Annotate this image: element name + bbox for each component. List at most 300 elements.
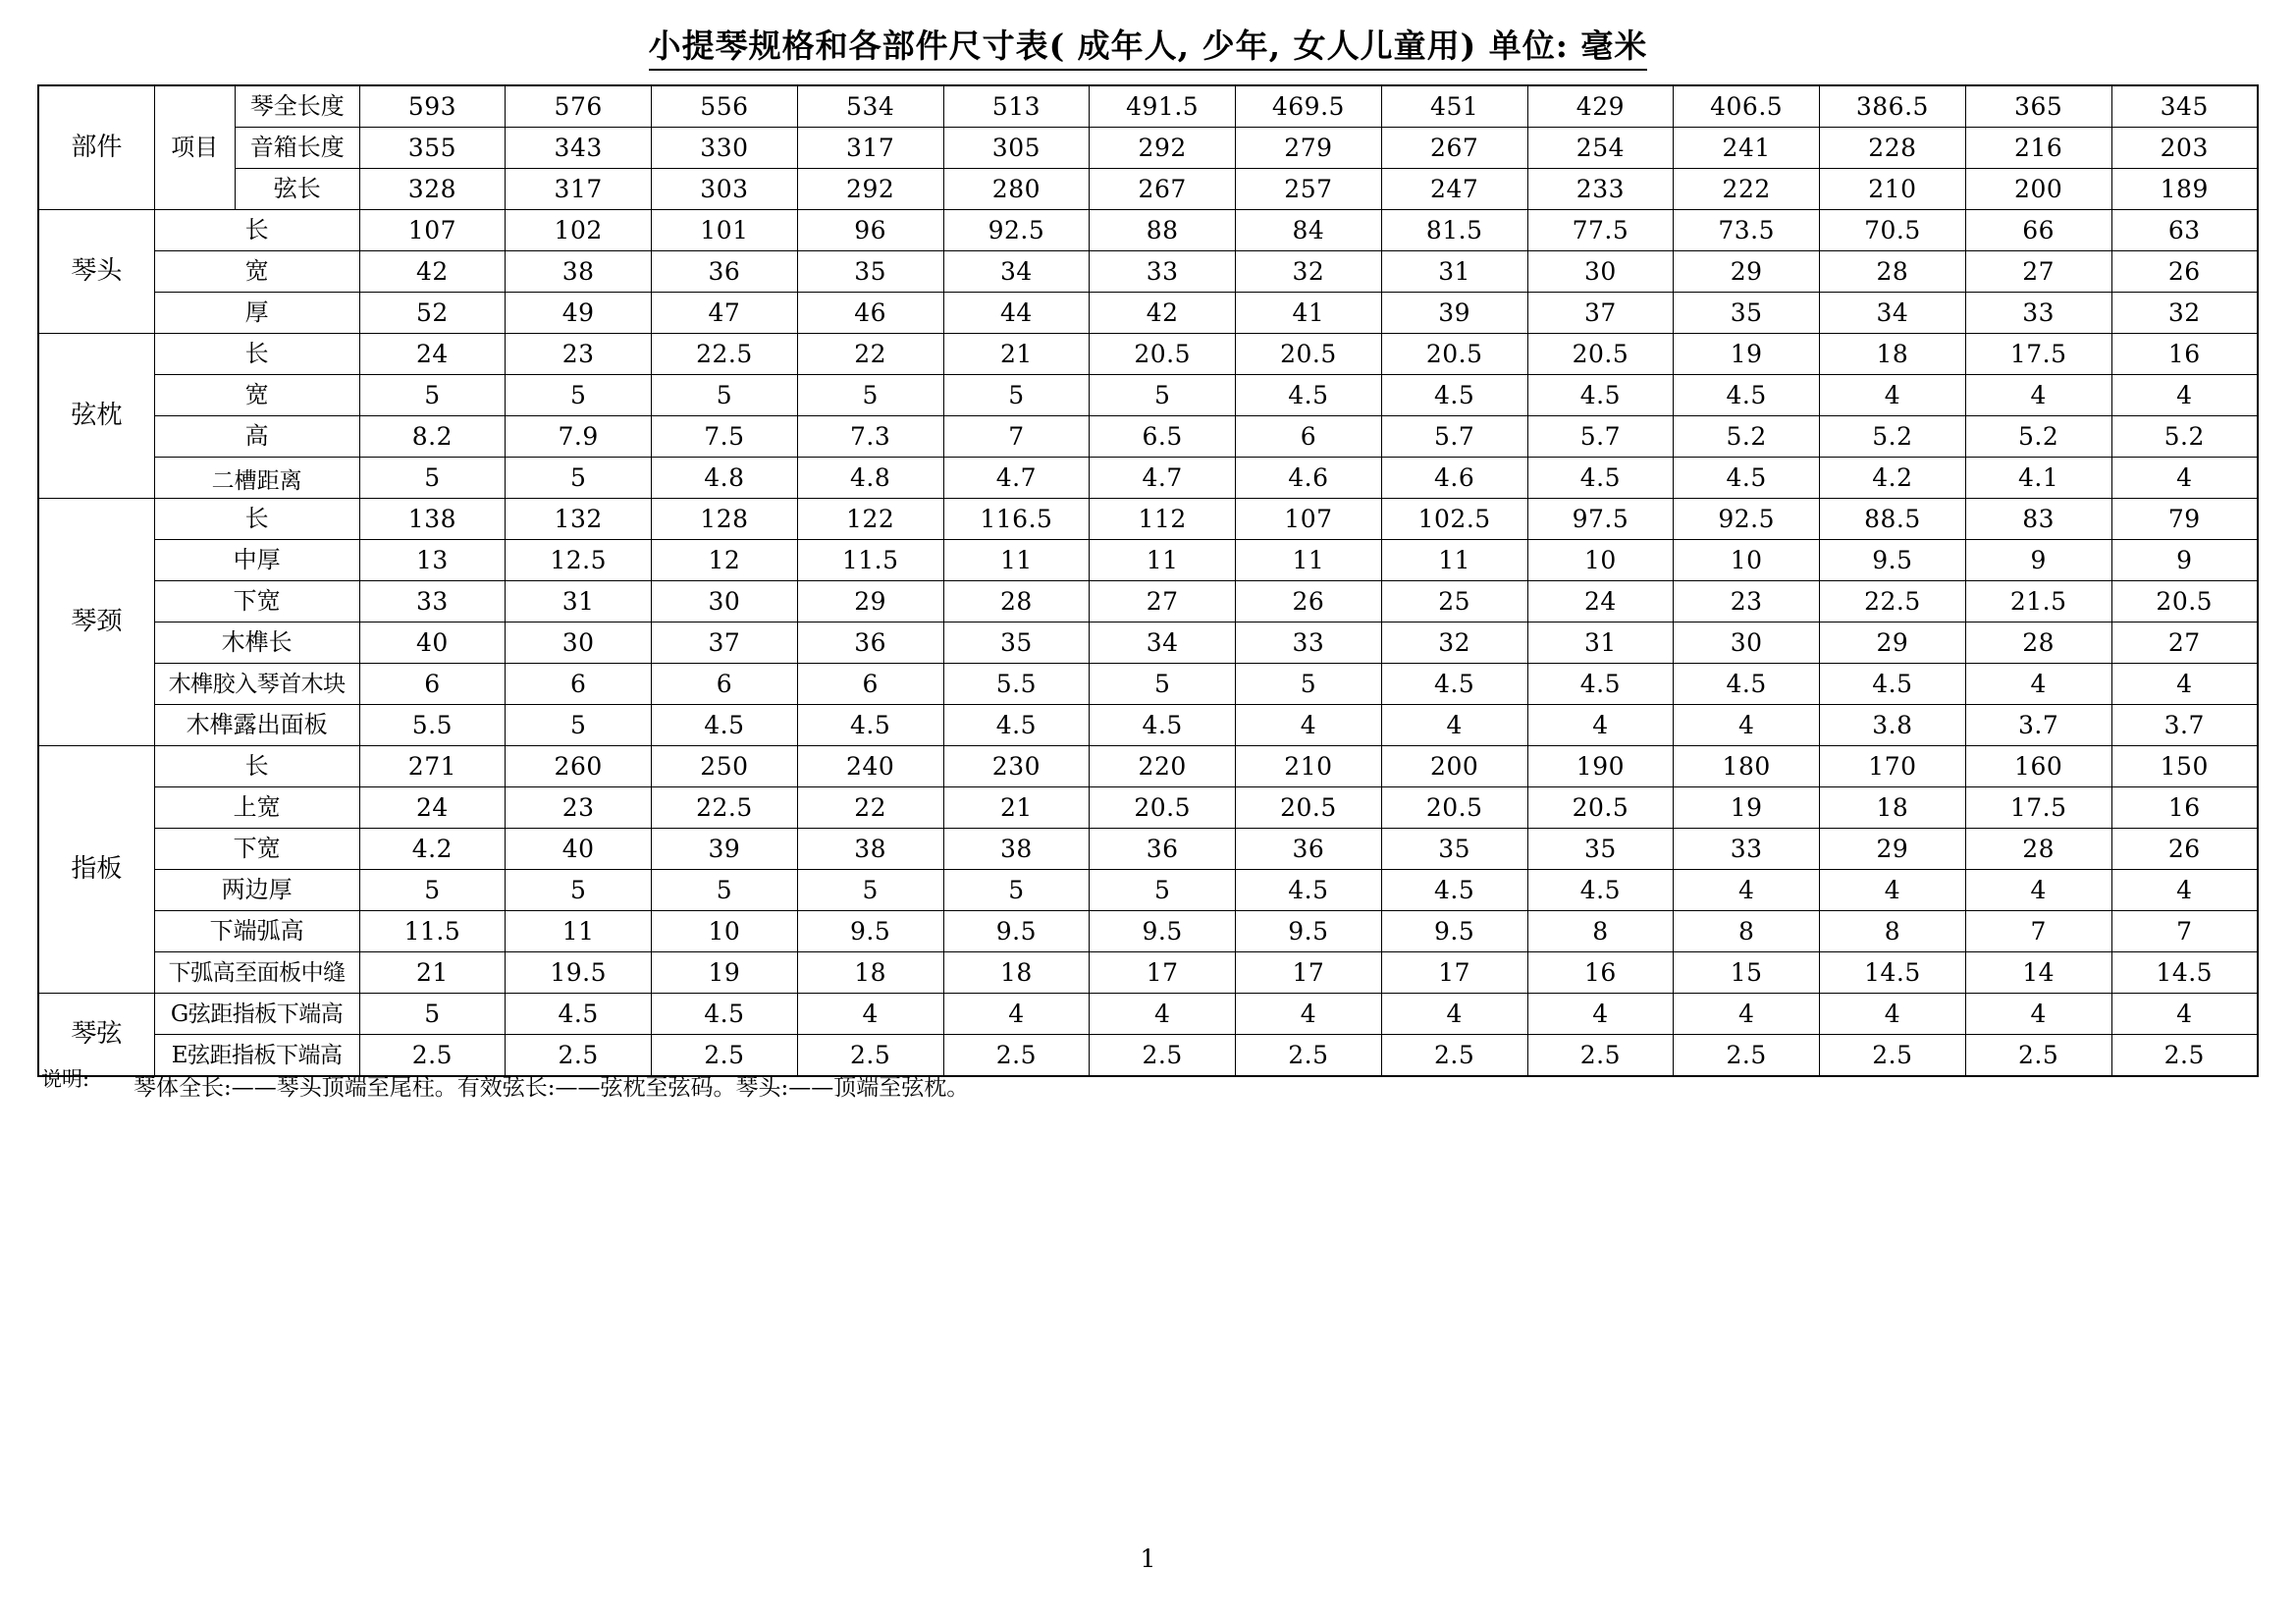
table-row — [38, 416, 2258, 458]
value-cell: 4.7 — [943, 458, 1090, 499]
value-cell: 39 — [652, 829, 798, 870]
value-cell: 9.5 — [797, 911, 943, 952]
value-cell: 4.5 — [1527, 664, 1674, 705]
value-cell: 107 — [1236, 499, 1382, 540]
row-label: 木榫胶入琴首木块 — [154, 664, 359, 705]
value-cell: 31 — [1527, 623, 1674, 664]
value-cell: 40 — [359, 623, 506, 664]
value-cell: 160 — [1965, 746, 2111, 787]
value-cell: 303 — [652, 169, 798, 210]
value-cell: 21 — [359, 952, 506, 994]
value-cell: 267 — [1090, 169, 1236, 210]
row-label: 上宽 — [154, 787, 359, 829]
value-cell: 4 — [1820, 994, 1966, 1035]
value-cell: 27 — [2111, 623, 2258, 664]
violin-spec-table — [37, 84, 2259, 1077]
value-cell: 116.5 — [943, 499, 1090, 540]
value-cell: 355 — [359, 128, 506, 169]
table-row — [38, 911, 2258, 952]
value-cell: 190 — [1527, 746, 1674, 787]
value-cell: 317 — [797, 128, 943, 169]
value-cell: 30 — [1674, 623, 1820, 664]
value-cell: 77.5 — [1527, 210, 1674, 251]
row-label: 二槽距离 — [154, 458, 359, 499]
value-cell: 4.5 — [1090, 705, 1236, 746]
row-label: 木榫长 — [154, 623, 359, 664]
value-cell: 5 — [359, 458, 506, 499]
value-cell: 189 — [2111, 169, 2258, 210]
value-cell: 6 — [1236, 416, 1382, 458]
value-cell: 19.5 — [506, 952, 652, 994]
value-cell: 216 — [1965, 128, 2111, 169]
value-cell: 170 — [1820, 746, 1966, 787]
table-row — [38, 293, 2258, 334]
value-cell: 26 — [2111, 251, 2258, 293]
part-label: 琴弦 — [38, 994, 154, 1077]
value-cell: 22 — [797, 334, 943, 375]
value-cell: 2.5 — [506, 1035, 652, 1077]
value-cell: 31 — [1381, 251, 1527, 293]
value-cell: 8 — [1674, 911, 1820, 952]
value-cell: 4.5 — [943, 705, 1090, 746]
value-cell: 6.5 — [1090, 416, 1236, 458]
value-cell: 4.5 — [1381, 375, 1527, 416]
value-cell: 37 — [652, 623, 798, 664]
value-cell: 84 — [1236, 210, 1382, 251]
value-cell: 451 — [1381, 85, 1527, 128]
value-cell: 257 — [1236, 169, 1382, 210]
value-cell: 3.7 — [2111, 705, 2258, 746]
value-cell: 42 — [359, 251, 506, 293]
value-cell: 10 — [1527, 540, 1674, 581]
value-cell: 7 — [1965, 911, 2111, 952]
value-cell: 228 — [1820, 128, 1966, 169]
value-cell: 35 — [797, 251, 943, 293]
value-cell: 4 — [1381, 705, 1527, 746]
value-cell: 8.2 — [359, 416, 506, 458]
value-cell: 97.5 — [1527, 499, 1674, 540]
value-cell: 2.5 — [2111, 1035, 2258, 1077]
value-cell: 18 — [1820, 334, 1966, 375]
part-label: 琴颈 — [38, 499, 154, 746]
value-cell: 491.5 — [1090, 85, 1236, 128]
table-row — [38, 581, 2258, 623]
item-label: 项目 — [154, 85, 235, 210]
value-cell: 5 — [506, 705, 652, 746]
value-cell: 14.5 — [1820, 952, 1966, 994]
value-cell: 20.5 — [1236, 787, 1382, 829]
value-cell: 29 — [1820, 829, 1966, 870]
table-row — [38, 746, 2258, 787]
value-cell: 9.5 — [943, 911, 1090, 952]
value-cell: 254 — [1527, 128, 1674, 169]
footnote — [37, 1069, 2259, 1113]
value-cell: 7 — [943, 416, 1090, 458]
value-cell: 5 — [943, 375, 1090, 416]
value-cell: 18 — [943, 952, 1090, 994]
value-cell: 4 — [2111, 994, 2258, 1035]
value-cell: 406.5 — [1674, 85, 1820, 128]
value-cell: 11.5 — [797, 540, 943, 581]
value-cell: 5.2 — [2111, 416, 2258, 458]
value-cell: 5.5 — [359, 705, 506, 746]
value-cell: 17.5 — [1965, 787, 2111, 829]
value-cell: 222 — [1674, 169, 1820, 210]
value-cell: 20.5 — [1381, 787, 1527, 829]
value-cell: 4.5 — [652, 994, 798, 1035]
value-cell: 210 — [1820, 169, 1966, 210]
value-cell: 4.6 — [1381, 458, 1527, 499]
value-cell: 4 — [2111, 458, 2258, 499]
value-cell: 280 — [943, 169, 1090, 210]
value-cell: 5 — [797, 870, 943, 911]
value-cell: 4.5 — [1674, 664, 1820, 705]
value-cell: 9.5 — [1236, 911, 1382, 952]
value-cell: 5 — [359, 870, 506, 911]
value-cell: 11 — [943, 540, 1090, 581]
value-cell: 34 — [1820, 293, 1966, 334]
value-cell: 343 — [506, 128, 652, 169]
value-cell: 88.5 — [1820, 499, 1966, 540]
value-cell: 4.2 — [359, 829, 506, 870]
value-cell: 267 — [1381, 128, 1527, 169]
value-cell: 200 — [1965, 169, 2111, 210]
value-cell: 22.5 — [652, 787, 798, 829]
value-cell: 5.7 — [1381, 416, 1527, 458]
value-cell: 49 — [506, 293, 652, 334]
value-cell: 4 — [2111, 375, 2258, 416]
row-label: 两边厚 — [154, 870, 359, 911]
value-cell: 4.5 — [1236, 375, 1382, 416]
table-row — [38, 375, 2258, 416]
table-row — [38, 829, 2258, 870]
value-cell: 18 — [797, 952, 943, 994]
value-cell: 576 — [506, 85, 652, 128]
value-cell: 4 — [1236, 705, 1382, 746]
value-cell: 14 — [1965, 952, 2111, 994]
value-cell: 12.5 — [506, 540, 652, 581]
value-cell: 23 — [506, 334, 652, 375]
value-cell: 5 — [652, 870, 798, 911]
value-cell: 4 — [943, 994, 1090, 1035]
value-cell: 20.5 — [1090, 334, 1236, 375]
value-cell: 24 — [359, 334, 506, 375]
value-cell: 33 — [1236, 623, 1382, 664]
value-cell: 52 — [359, 293, 506, 334]
value-cell: 2.5 — [652, 1035, 798, 1077]
row-label: 音箱长度 — [235, 128, 359, 169]
part-label: 弦枕 — [38, 334, 154, 499]
value-cell: 9.5 — [1090, 911, 1236, 952]
value-cell: 8 — [1820, 911, 1966, 952]
value-cell: 29 — [1820, 623, 1966, 664]
value-cell: 33 — [359, 581, 506, 623]
value-cell: 23 — [1674, 581, 1820, 623]
value-cell: 386.5 — [1820, 85, 1966, 128]
row-label: 长 — [154, 210, 359, 251]
value-cell: 36 — [652, 251, 798, 293]
value-cell: 7.3 — [797, 416, 943, 458]
value-cell: 9.5 — [1820, 540, 1966, 581]
table-row — [38, 952, 2258, 994]
value-cell: 32 — [1381, 623, 1527, 664]
value-cell: 6 — [359, 664, 506, 705]
value-cell: 38 — [797, 829, 943, 870]
value-cell: 29 — [797, 581, 943, 623]
value-cell: 128 — [652, 499, 798, 540]
value-cell: 26 — [1236, 581, 1382, 623]
table-row — [38, 210, 2258, 251]
value-cell: 4 — [1090, 994, 1236, 1035]
value-cell: 46 — [797, 293, 943, 334]
value-cell: 41 — [1236, 293, 1382, 334]
value-cell: 7.9 — [506, 416, 652, 458]
value-cell: 3.8 — [1820, 705, 1966, 746]
value-cell: 241 — [1674, 128, 1820, 169]
value-cell: 20.5 — [1090, 787, 1236, 829]
value-cell: 180 — [1674, 746, 1820, 787]
value-cell: 22 — [797, 787, 943, 829]
value-cell: 2.5 — [1820, 1035, 1966, 1077]
row-label: 下宽 — [154, 829, 359, 870]
value-cell: 33 — [1090, 251, 1236, 293]
value-cell: 6 — [506, 664, 652, 705]
value-cell: 2.5 — [1527, 1035, 1674, 1077]
row-label: 厚 — [154, 293, 359, 334]
value-cell: 88 — [1090, 210, 1236, 251]
value-cell: 250 — [652, 746, 798, 787]
value-cell: 2.5 — [359, 1035, 506, 1077]
row-label: 长 — [154, 334, 359, 375]
value-cell: 25 — [1381, 581, 1527, 623]
value-cell: 20.5 — [1381, 334, 1527, 375]
value-cell: 345 — [2111, 85, 2258, 128]
value-cell: 4.5 — [1527, 458, 1674, 499]
value-cell: 20.5 — [1527, 787, 1674, 829]
value-cell: 33 — [1965, 293, 2111, 334]
value-cell: 4 — [1674, 870, 1820, 911]
row-label: 中厚 — [154, 540, 359, 581]
value-cell: 2.5 — [1090, 1035, 1236, 1077]
value-cell: 47 — [652, 293, 798, 334]
value-cell: 10 — [652, 911, 798, 952]
value-cell: 233 — [1527, 169, 1674, 210]
value-cell: 101 — [652, 210, 798, 251]
value-cell: 593 — [359, 85, 506, 128]
value-cell: 11 — [1236, 540, 1382, 581]
value-cell: 10 — [1674, 540, 1820, 581]
row-label: E弦距指板下端高 — [154, 1035, 359, 1077]
table-row — [38, 458, 2258, 499]
value-cell: 21 — [943, 334, 1090, 375]
value-cell: 30 — [652, 581, 798, 623]
page-title: 小提琴规格和各部件尺寸表( 成年人, 少年, 女人儿童用) 单位: 毫米 — [649, 26, 1648, 71]
value-cell: 2.5 — [1965, 1035, 2111, 1077]
value-cell: 7.5 — [652, 416, 798, 458]
part-label: 琴头 — [38, 210, 154, 334]
value-cell: 19 — [652, 952, 798, 994]
value-cell: 63 — [2111, 210, 2258, 251]
value-cell: 31 — [506, 581, 652, 623]
value-cell: 21 — [943, 787, 1090, 829]
value-cell: 40 — [506, 829, 652, 870]
value-cell: 12 — [652, 540, 798, 581]
value-cell: 24 — [1527, 581, 1674, 623]
table-row — [38, 1035, 2258, 1077]
value-cell: 4.5 — [1674, 458, 1820, 499]
value-cell: 220 — [1090, 746, 1236, 787]
value-cell: 36 — [1236, 829, 1382, 870]
value-cell: 4.5 — [1674, 375, 1820, 416]
value-cell: 5 — [652, 375, 798, 416]
value-cell: 2.5 — [943, 1035, 1090, 1077]
value-cell: 92.5 — [943, 210, 1090, 251]
value-cell: 9 — [1965, 540, 2111, 581]
value-cell: 132 — [506, 499, 652, 540]
value-cell: 42 — [1090, 293, 1236, 334]
value-cell: 4 — [1527, 994, 1674, 1035]
value-cell: 36 — [1090, 829, 1236, 870]
value-cell: 4 — [1674, 705, 1820, 746]
value-cell: 4 — [1965, 870, 2111, 911]
value-cell: 38 — [943, 829, 1090, 870]
part-label: 指板 — [38, 746, 154, 994]
table-body — [38, 85, 2258, 1076]
value-cell: 37 — [1527, 293, 1674, 334]
value-cell: 27 — [1090, 581, 1236, 623]
value-cell: 122 — [797, 499, 943, 540]
value-cell: 107 — [359, 210, 506, 251]
value-cell: 102.5 — [1381, 499, 1527, 540]
row-label: 下端弧高 — [154, 911, 359, 952]
table-row — [38, 334, 2258, 375]
value-cell: 22.5 — [1820, 581, 1966, 623]
row-label: 琴全长度 — [235, 85, 359, 128]
value-cell: 4.2 — [1820, 458, 1966, 499]
value-cell: 4 — [2111, 664, 2258, 705]
value-cell: 5 — [506, 375, 652, 416]
value-cell: 92.5 — [1674, 499, 1820, 540]
value-cell: 21.5 — [1965, 581, 2111, 623]
value-cell: 79 — [2111, 499, 2258, 540]
table-row — [38, 664, 2258, 705]
value-cell: 534 — [797, 85, 943, 128]
value-cell: 35 — [1527, 829, 1674, 870]
table-row — [38, 128, 2258, 169]
value-cell: 102 — [506, 210, 652, 251]
value-cell: 16 — [1527, 952, 1674, 994]
value-cell: 73.5 — [1674, 210, 1820, 251]
row-label: 宽 — [154, 375, 359, 416]
row-label: 下弧高至面板中缝 — [154, 952, 359, 994]
value-cell: 330 — [652, 128, 798, 169]
value-cell: 2.5 — [797, 1035, 943, 1077]
value-cell: 11 — [506, 911, 652, 952]
value-cell: 70.5 — [1820, 210, 1966, 251]
value-cell: 4 — [1236, 994, 1382, 1035]
value-cell: 28 — [1965, 829, 2111, 870]
value-cell: 317 — [506, 169, 652, 210]
value-cell: 39 — [1381, 293, 1527, 334]
value-cell: 4.5 — [1381, 870, 1527, 911]
value-cell: 11 — [1090, 540, 1236, 581]
value-cell: 7 — [2111, 911, 2258, 952]
value-cell: 66 — [1965, 210, 2111, 251]
value-cell: 4 — [1820, 870, 1966, 911]
value-cell: 9.5 — [1381, 911, 1527, 952]
value-cell: 38 — [506, 251, 652, 293]
value-cell: 4.5 — [797, 705, 943, 746]
value-cell: 240 — [797, 746, 943, 787]
value-cell: 20.5 — [2111, 581, 2258, 623]
value-cell: 30 — [506, 623, 652, 664]
value-cell: 365 — [1965, 85, 2111, 128]
row-label: G弦距指板下端高 — [154, 994, 359, 1035]
value-cell: 8 — [1527, 911, 1674, 952]
value-cell: 5 — [1090, 664, 1236, 705]
value-cell: 17 — [1236, 952, 1382, 994]
value-cell: 556 — [652, 85, 798, 128]
value-cell: 429 — [1527, 85, 1674, 128]
value-cell: 19 — [1674, 787, 1820, 829]
value-cell: 230 — [943, 746, 1090, 787]
value-cell: 513 — [943, 85, 1090, 128]
value-cell: 6 — [797, 664, 943, 705]
value-cell: 33 — [1674, 829, 1820, 870]
table-row — [38, 994, 2258, 1035]
value-cell: 271 — [359, 746, 506, 787]
row-label: 宽 — [154, 251, 359, 293]
value-cell: 138 — [359, 499, 506, 540]
row-label: 下宽 — [154, 581, 359, 623]
value-cell: 292 — [1090, 128, 1236, 169]
value-cell: 112 — [1090, 499, 1236, 540]
value-cell: 28 — [1820, 251, 1966, 293]
table-row — [38, 169, 2258, 210]
value-cell: 5 — [506, 458, 652, 499]
value-cell: 4.8 — [797, 458, 943, 499]
value-cell: 4 — [797, 994, 943, 1035]
table-row — [38, 870, 2258, 911]
value-cell: 18 — [1820, 787, 1966, 829]
value-cell: 34 — [1090, 623, 1236, 664]
page-number: 1 — [1140, 1544, 1156, 1573]
row-label: 长 — [154, 499, 359, 540]
value-cell: 150 — [2111, 746, 2258, 787]
value-cell: 19 — [1674, 334, 1820, 375]
value-cell: 210 — [1236, 746, 1382, 787]
value-cell: 200 — [1381, 746, 1527, 787]
value-cell: 36 — [797, 623, 943, 664]
value-cell: 4 — [2111, 870, 2258, 911]
value-cell: 83 — [1965, 499, 2111, 540]
value-cell: 29 — [1674, 251, 1820, 293]
value-cell: 24 — [359, 787, 506, 829]
value-cell: 5 — [943, 870, 1090, 911]
value-cell: 5 — [506, 870, 652, 911]
title-container — [0, 0, 2296, 84]
value-cell: 2.5 — [1381, 1035, 1527, 1077]
table-row — [38, 623, 2258, 664]
table-row — [38, 705, 2258, 746]
value-cell: 13 — [359, 540, 506, 581]
value-cell: 4.7 — [1090, 458, 1236, 499]
value-cell: 5 — [359, 375, 506, 416]
value-cell: 4.5 — [1236, 870, 1382, 911]
value-cell: 305 — [943, 128, 1090, 169]
value-cell: 44 — [943, 293, 1090, 334]
row-label: 弦长 — [235, 169, 359, 210]
